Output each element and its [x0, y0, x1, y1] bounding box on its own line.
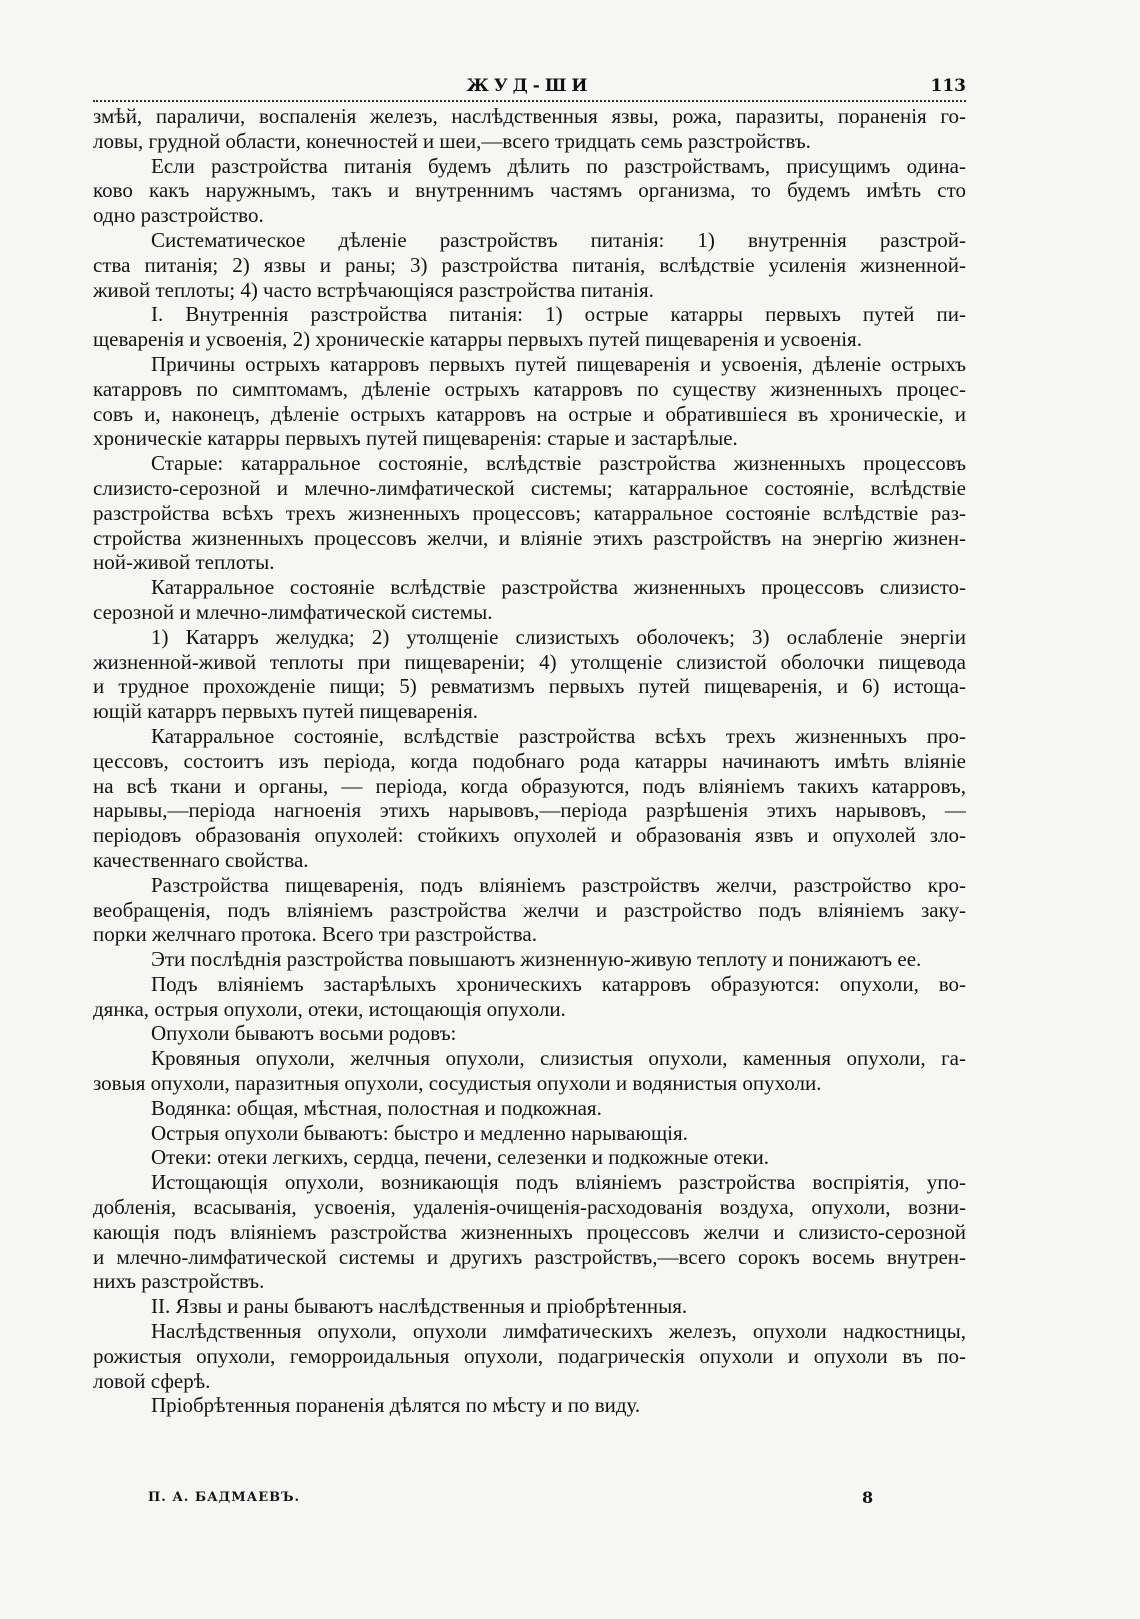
- text-line: катарровъ по симптомамъ, дѣленіе острыхъ катарровъ по существу жизненныхъ процес-: [93, 376, 966, 401]
- text-line: Катарральное состояніе, вслѣдствіе разстройства всѣхъ трехъ жизненныхъ про-: [151, 723, 966, 748]
- text-line: Разстройства пищеваренія, подъ вліяніемъ разстройствъ желчи, разстройство кро-: [151, 872, 966, 897]
- text-line: Катарральное состояніе вслѣдствіе разстройства жизненныхъ процессовъ слизисто-: [151, 575, 966, 600]
- text-line: и трудное прохожденіе пищи; 5) ревматизмъ первыхъ путей пищеваренія, и 6) истоща-: [93, 674, 966, 699]
- text-line: серозной и млечно-лимфатической системы.: [93, 599, 493, 624]
- text-line: качественнаго свойства.: [93, 847, 309, 872]
- text-line: ства питанія; 2) язвы и раны; 3) разстройства питанія, вслѣдствіе усиленія жизненной-: [93, 252, 966, 277]
- text-line: жизненной-живой теплоты при пищевареніи; 4) утолщеніе слизистой оболочки пищевода: [93, 649, 966, 674]
- text-line: Систематическое дѣленіе разстройствъ питанія: 1) внутреннія разстрой-: [151, 227, 966, 252]
- text-line: порки желчнаго протока. Всего три разстройства.: [93, 922, 537, 947]
- text-line: Пріобрѣтенныя пораненія дѣлятся по мѣсту и по виду.: [151, 1393, 641, 1418]
- text-line: Кровяныя опухоли, желчныя опухоли, слизистыя опухоли, каменныя опухоли, га-: [151, 1046, 966, 1071]
- text-line: веобращенія, подъ вліяніемъ разстройства желчи и разстройство подъ вліяніемъ заку-: [93, 897, 966, 922]
- text-line: ной-живой теплоты.: [93, 550, 275, 575]
- text-line: цессовъ, состоитъ изъ періода, когда подобнаго рода катарры начинаютъ имѣть вліяніе: [93, 748, 966, 773]
- text-line: ющій катарръ первыхъ путей пищеваренія.: [93, 699, 479, 724]
- text-line: Водянка: общая, мѣстная, полостная и подкожная.: [151, 1095, 602, 1120]
- text-line: змѣй, параличи, воспаленія железъ, наслѣдственныя язвы, рожа, паразиты, пораненія го-: [93, 104, 966, 128]
- page-footer: [148, 1490, 908, 1512]
- text-line: стройства жизненныхъ процессовъ желчи, и вліяніе этихъ разстройствъ на энергію жизнен-: [93, 525, 966, 550]
- text-line: 1) Катарръ желудка; 2) утолщеніе слизистыхъ оболочекъ; 3) ослабленіе энергіи: [151, 624, 966, 649]
- text-line: Причины острыхъ катарровъ первыхъ путей пищеваренія и усвоенія, дѣленіе острыхъ: [151, 351, 966, 376]
- page-header: [93, 74, 966, 100]
- body-text: [93, 104, 966, 1418]
- text-line: живой теплоты; 4) часто встрѣчающіяся разстройства питанія.: [93, 277, 654, 302]
- text-line: Если разстройства питанія будемъ дѣлить по разстройствамъ, присущимъ одина-: [151, 153, 966, 178]
- text-line: разстройства всѣхъ трехъ жизненныхъ процессовъ; катарральное состояніе вслѣдствіе раз-: [93, 500, 966, 525]
- header-rule: [93, 100, 966, 102]
- text-line: кающія подъ вліяніемъ разстройства жизненныхъ процессовъ желчи и слизисто-серозной: [93, 1219, 966, 1244]
- text-line: на всѣ ткани и органы, — періода, когда образуются, подъ вліяніемъ такихъ катарровъ,: [93, 773, 966, 798]
- text-line: рожистыя опухоли, геморроидальныя опухоли, подагрическія опухоли и опухоли въ по-: [93, 1343, 966, 1368]
- text-line: нарывы,—періода нагноенія этихъ нарывовъ,—періода разрѣшенія этихъ нарывовъ, —: [93, 798, 966, 823]
- text-line: нихъ разстройствъ.: [93, 1269, 265, 1294]
- text-line: хроническіе катарры первыхъ путей пищеваренія: старые и застарѣлые.: [93, 426, 738, 451]
- author-name: П. А. БАДМАЕВЪ.: [148, 1490, 301, 1505]
- text-line: совъ и, наконецъ, дѣленіе острыхъ катарровъ на острые и обратившіеся въ хроническіе, и: [93, 401, 966, 426]
- text-line: Опухоли бываютъ восьми родовъ:: [151, 1021, 457, 1046]
- text-line: ловы, грудной области, конечностей и шеи,—всего тридцать семь разстройствъ.: [93, 128, 811, 153]
- text-line: Старые: катарральное состояніе, вслѣдствіе разстройства жизненныхъ процессовъ: [151, 451, 966, 476]
- text-line: II. Язвы и раны бываютъ наслѣдственныя и пріобрѣтенныя.: [151, 1294, 688, 1319]
- text-line: щеваренія и усвоенія, 2) хроническіе катарры первыхъ путей пищеваренія и усвоенія.: [93, 327, 862, 352]
- text-line: ловой сферѣ.: [93, 1368, 211, 1393]
- text-line: дянка, острыя опухоли, отеки, истощающія опухоли.: [93, 996, 566, 1021]
- text-line: Истощающія опухоли, возникающія подъ вліяніемъ разстройства воспріятія, упо-: [151, 1170, 966, 1195]
- text-line: одно разстройство.: [93, 203, 264, 228]
- page-number: 113: [930, 76, 966, 96]
- text-line: Наслѣдственныя опухоли, опухоли лимфатическихъ железъ, опухоли надкостницы,: [151, 1319, 966, 1344]
- text-line: Эти послѣднія разстройства повышаютъ жизненную-живую теплоту и понижаютъ ее.: [151, 947, 922, 972]
- text-line: періодовъ образованія опухолей: стойкихъ опухолей и образованія язвъ и опухолей зло-: [93, 823, 966, 848]
- signature-mark: 8: [862, 1488, 874, 1507]
- text-line: Подъ вліяніемъ застарѣлыхъ хроническихъ катарровъ образуются: опухоли, во-: [151, 971, 966, 996]
- text-line: добленія, всасыванія, усвоенія, удаленія-очищенія-расходованія воздуха, опухоли, возни-: [93, 1195, 966, 1220]
- text-line: ково какъ наружнымъ, такъ и внутреннимъ частямъ организма, то будемъ имѣть сто: [93, 178, 966, 203]
- text-line: I. Внутреннія разстройства питанія: 1) острые катарры первыхъ путей пи-: [151, 302, 966, 327]
- text-line: Острыя опухоли бываютъ: быстро и медленно нарывающія.: [151, 1120, 688, 1145]
- text-line: Отеки: отеки легкихъ, сердца, печени, селезенки и подкожные отеки.: [151, 1145, 770, 1170]
- running-title: ЖУД-ШИ: [466, 76, 593, 96]
- text-line: зовыя опухоли, паразитныя опухоли, сосудистыя опухоли и водянистыя опухоли.: [93, 1071, 822, 1096]
- text-line: слизисто-серозной и млечно-лимфатической системы; катарральное состояніе, вслѣдствіе: [93, 475, 966, 500]
- text-line: и млечно-лимфатической системы и другихъ разстройствъ,—всего сорокъ восемь внутрен-: [93, 1244, 966, 1269]
